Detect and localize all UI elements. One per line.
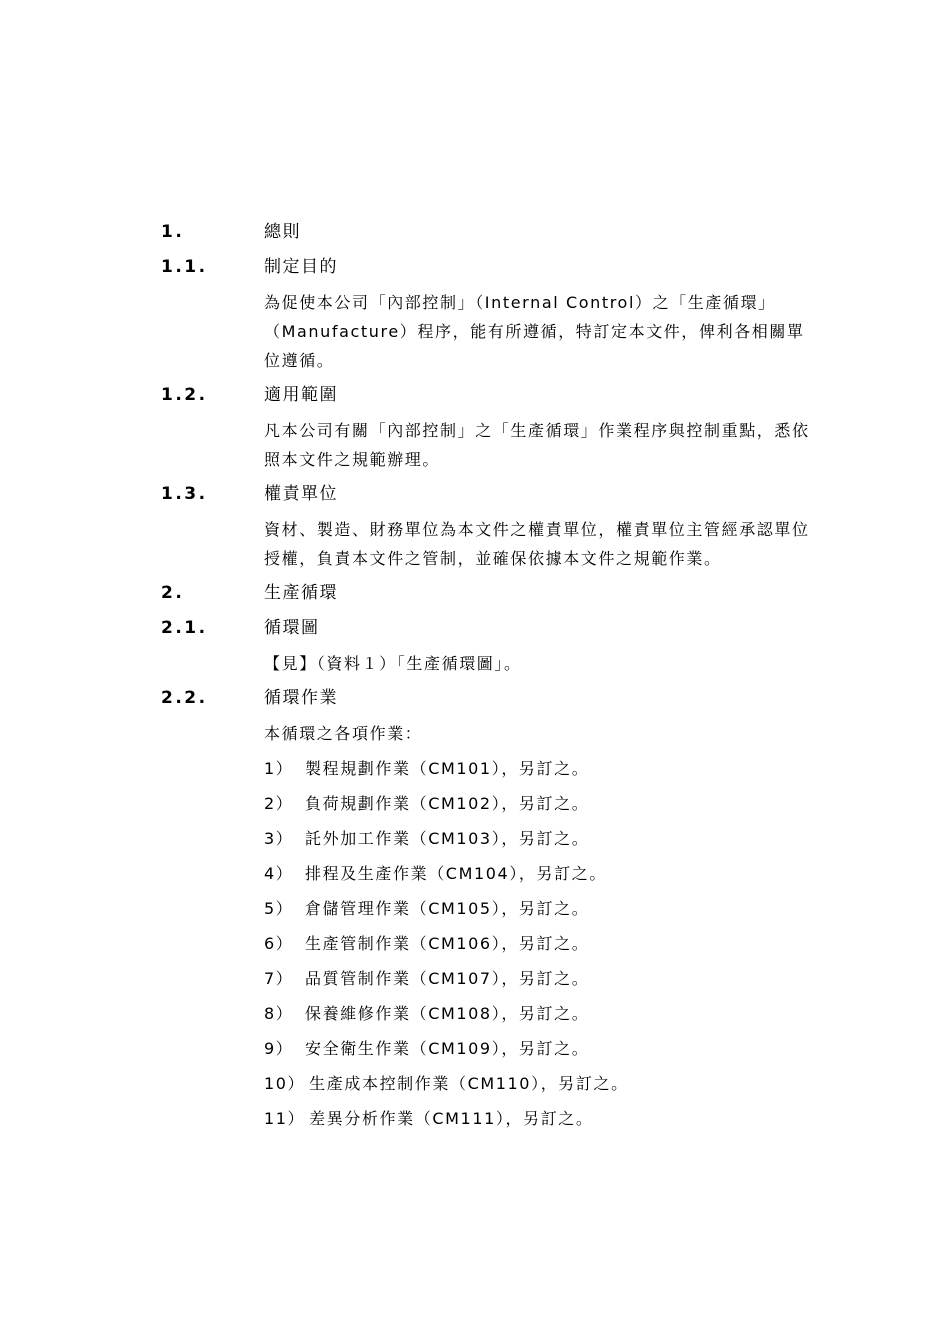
list-item (264, 967, 589, 991)
list-item (264, 757, 589, 781)
subsection-title: 循環作業 (264, 688, 338, 708)
list-item-text: 安全衛生作業（CM109），另訂之。 (305, 1039, 590, 1058)
list-marker: 8） (264, 1004, 294, 1023)
list-marker: 6） (264, 934, 294, 953)
list-marker: 11） (264, 1109, 306, 1128)
list-marker: 1） (264, 759, 294, 778)
list-item-text: 保養維修作業（CM108），另訂之。 (305, 1004, 590, 1023)
list-item-text: 排程及生產作業（CM104），另訂之。 (305, 864, 607, 883)
subsection-number: 1.1. (161, 257, 208, 277)
subsection-body (264, 288, 864, 375)
list-item-text: 負荷規劃作業（CM102），另訂之。 (305, 794, 590, 813)
list-item-text: 品質管制作業（CM107），另訂之。 (305, 969, 590, 988)
list-item (264, 792, 589, 816)
body-line: 凡本公司有關「內部控制」之「生產循環」作業程序與控制重點，悉依 (264, 421, 810, 440)
list-marker: 9） (264, 1039, 294, 1058)
section-title: 總則 (264, 222, 301, 242)
list-item (264, 1072, 629, 1096)
body-line: 【見】（資料１）「生產循環圖」。 (264, 654, 522, 673)
list-item (264, 827, 589, 851)
section-number: 1. (161, 222, 185, 242)
subsection-title: 循環圖 (264, 618, 320, 638)
subsection-body (264, 649, 864, 678)
list-item (264, 862, 607, 886)
list-item-text: 差異分析作業（CM111），另訂之。 (309, 1109, 594, 1128)
list-marker: 7） (264, 969, 294, 988)
subsection-title: 制定目的 (264, 257, 338, 277)
subsection-number: 2.1. (161, 618, 208, 638)
list-item-text: 生產成本控制作業（CM110），另訂之。 (309, 1074, 629, 1093)
subsection-body (264, 515, 864, 573)
body-line: 為促使本公司「內部控制」（Internal Control）之「生產循環」 (264, 293, 776, 312)
list-marker: 5） (264, 899, 294, 918)
subsection-title: 適用範圍 (264, 385, 338, 405)
body-line: （Manufacture）程序，能有所遵循，特訂定本文件，俾利各相關單 (264, 322, 805, 341)
subsection-number: 1.2. (161, 385, 208, 405)
list-item-text: 託外加工作業（CM103），另訂之。 (305, 829, 590, 848)
list-item (264, 1037, 589, 1061)
operations-intro: 本循環之各項作業： (264, 724, 423, 743)
list-marker: 3） (264, 829, 294, 848)
list-item (264, 1002, 589, 1026)
list-item (264, 1107, 594, 1131)
body-line: 資材、製造、財務單位為本文件之權責單位，權責單位主管經承認單位 (264, 520, 810, 539)
subsection-body (264, 416, 864, 474)
list-item-text: 生產管制作業（CM106），另訂之。 (305, 934, 590, 953)
section-title: 生產循環 (264, 583, 338, 603)
list-marker: 10） (264, 1074, 306, 1093)
list-marker: 4） (264, 864, 294, 883)
list-item (264, 897, 589, 921)
subsection-number: 1.3. (161, 484, 208, 504)
subsection-number: 2.2. (161, 688, 208, 708)
subsection-title: 權責單位 (264, 484, 338, 504)
body-line: 位遵循。 (264, 351, 335, 370)
list-item-text: 倉儲管理作業（CM105），另訂之。 (305, 899, 590, 918)
body-line: 照本文件之規範辦理。 (264, 450, 441, 469)
section-number: 2. (161, 583, 185, 603)
list-item-text: 製程規劃作業（CM101），另訂之。 (305, 759, 590, 778)
list-item (264, 932, 589, 956)
list-marker: 2） (264, 794, 294, 813)
body-line: 授權，負責本文件之管制，並確保依據本文件之規範作業。 (264, 549, 722, 568)
